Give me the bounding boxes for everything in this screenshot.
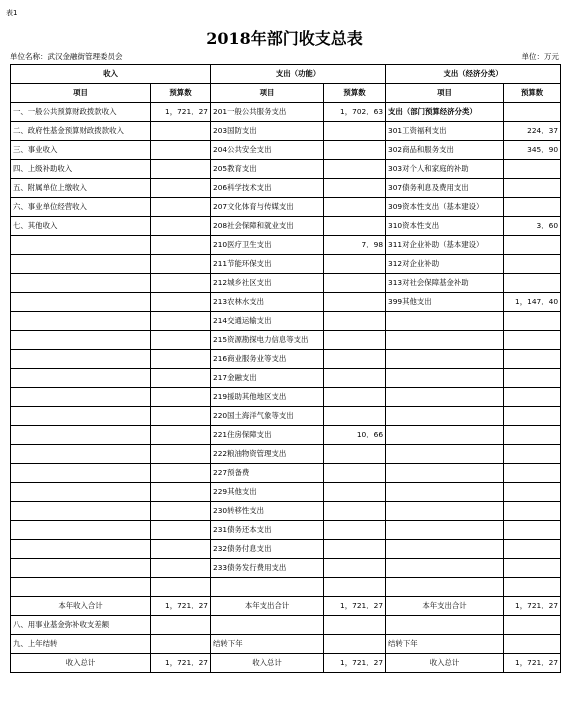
func-budget-cell (324, 141, 386, 160)
func-item-cell: 221住房保障支出 (211, 426, 324, 445)
income-item-cell (11, 407, 151, 426)
table-row (11, 293, 561, 312)
income-budget-cell (151, 274, 211, 293)
func-budget-cell (324, 274, 386, 293)
income-item-cell (11, 559, 151, 578)
econ-item-cell (386, 559, 504, 578)
income-item-cell: 七、其他收入 (11, 217, 151, 236)
func-budget-cell (324, 502, 386, 521)
econ-budget-cell (504, 635, 561, 654)
func-item-cell: 206科学技术支出 (211, 179, 324, 198)
income-budget-cell (151, 559, 211, 578)
func-item-header: 项目 (211, 84, 324, 103)
income-budget-cell (151, 464, 211, 483)
econ-budget-cell (504, 331, 561, 350)
econ-budget-cell (504, 255, 561, 274)
table-row (11, 407, 561, 426)
econ-budget-cell (504, 179, 561, 198)
income-item-cell: 四、上级补助收入 (11, 160, 151, 179)
func-budget-cell (324, 559, 386, 578)
income-budget-cell (151, 483, 211, 502)
econ-budget-cell: 1，721．27 (504, 597, 561, 616)
income-item-cell (11, 312, 151, 331)
totals-row (11, 597, 561, 616)
income-budget-header: 预算数 (151, 84, 211, 103)
income-item-cell (11, 521, 151, 540)
econ-budget-cell (504, 407, 561, 426)
func-budget-cell: 7．98 (324, 236, 386, 255)
econ-item-cell (386, 502, 504, 521)
income-budget-cell (151, 217, 211, 236)
func-item-cell: 结转下年 (211, 635, 324, 654)
budget-summary-table (10, 64, 561, 673)
table-row (11, 255, 561, 274)
table-row (11, 103, 561, 122)
econ-item-cell (386, 616, 504, 635)
table-row (11, 521, 561, 540)
func-budget-cell (324, 521, 386, 540)
table-row (11, 540, 561, 559)
func-budget-cell (324, 160, 386, 179)
income-budget-cell: 1，721．27 (151, 597, 211, 616)
econ-item-cell (386, 483, 504, 502)
income-budget-cell (151, 445, 211, 464)
econ-item-cell (386, 407, 504, 426)
econ-item-cell: 302商品和服务支出 (386, 141, 504, 160)
income-item-cell (11, 274, 151, 293)
func-budget-header: 预算数 (324, 84, 386, 103)
income-budget-cell: 1，721．27 (151, 103, 211, 122)
table-row (11, 578, 561, 597)
income-item-cell: 二、政府性基金预算财政拨款收入 (11, 122, 151, 141)
econ-budget-cell: 224．37 (504, 122, 561, 141)
income-budget-cell (151, 331, 211, 350)
page-title: 2018年部门收支总表 (206, 29, 363, 48)
func-item-cell: 204公共安全支出 (211, 141, 324, 160)
econ-budget-cell (504, 198, 561, 217)
func-budget-cell (324, 407, 386, 426)
income-item-cell (11, 369, 151, 388)
econ-item-cell: 结转下年 (386, 635, 504, 654)
func-item-cell: 收入总计 (211, 654, 324, 673)
income-budget-cell (151, 635, 211, 654)
income-budget-cell (151, 293, 211, 312)
table-row (11, 445, 561, 464)
func-budget-cell (324, 350, 386, 369)
income-budget-cell (151, 407, 211, 426)
econ-budget-cell (504, 312, 561, 331)
income-budget-cell (151, 122, 211, 141)
econ-budget-cell (504, 350, 561, 369)
income-budget-cell (151, 141, 211, 160)
econ-budget-cell (504, 578, 561, 597)
func-budget-cell (324, 312, 386, 331)
table-row (11, 388, 561, 407)
func-budget-cell: 1，702．63 (324, 103, 386, 122)
table-row (11, 464, 561, 483)
income-budget-cell (151, 502, 211, 521)
econ-item-cell: 本年支出合计 (386, 597, 504, 616)
func-item-cell: 233债务发行费用支出 (211, 559, 324, 578)
func-item-cell: 214交通运输支出 (211, 312, 324, 331)
econ-budget-cell: 345．90 (504, 141, 561, 160)
func-item-cell: 222粮油物资管理支出 (211, 445, 324, 464)
income-budget-cell (151, 540, 211, 559)
unit-label: 单位：万元 (521, 52, 559, 61)
econ-item-cell (386, 521, 504, 540)
func-item-cell (211, 616, 324, 635)
econ-budget-cell (504, 521, 561, 540)
income-budget-cell (151, 350, 211, 369)
table-row (11, 179, 561, 198)
income-budget-cell (151, 578, 211, 597)
func-item-cell: 213农林水支出 (211, 293, 324, 312)
income-item-cell (11, 388, 151, 407)
func-budget-cell: 1，721．27 (324, 597, 386, 616)
econ-item-cell: 303对个人和家庭的补助 (386, 160, 504, 179)
econ-budget-cell (504, 388, 561, 407)
func-budget-cell (324, 369, 386, 388)
income-budget-cell (151, 521, 211, 540)
econ-item-cell: 310资本性支出 (386, 217, 504, 236)
income-item-cell: 本年收入合计 (11, 597, 151, 616)
func-item-cell: 212城乡社区支出 (211, 274, 324, 293)
econ-item-cell (386, 464, 504, 483)
footer-row (11, 635, 561, 654)
table-row (11, 369, 561, 388)
econ-item-cell: 311对企业补助（基本建设） (386, 236, 504, 255)
econ-item-cell (386, 426, 504, 445)
table-row (11, 426, 561, 445)
func-budget-cell (324, 122, 386, 141)
income-budget-cell (151, 388, 211, 407)
func-item-cell: 219援助其他地区支出 (211, 388, 324, 407)
econ-item-header: 项目 (386, 84, 504, 103)
income-item-cell (11, 483, 151, 502)
income-budget-cell (151, 312, 211, 331)
income-item-cell (11, 293, 151, 312)
func-item-cell: 207文化体育与传媒支出 (211, 198, 324, 217)
func-item-cell: 229其他支出 (211, 483, 324, 502)
econ-item-cell: 支出（部门预算经济分类） (386, 103, 504, 122)
table-row (11, 502, 561, 521)
econ-budget-cell (504, 236, 561, 255)
func-item-cell: 217金融支出 (211, 369, 324, 388)
func-item-cell: 本年支出合计 (211, 597, 324, 616)
table-row (11, 350, 561, 369)
table-row (11, 217, 561, 236)
func-budget-cell (324, 217, 386, 236)
econ-item-cell (386, 540, 504, 559)
econ-budget-cell (504, 559, 561, 578)
func-budget-cell (324, 388, 386, 407)
income-item-cell: 三、事业收入 (11, 141, 151, 160)
func-budget-cell (324, 198, 386, 217)
func-item-cell: 230转移性支出 (211, 502, 324, 521)
table-row (11, 236, 561, 255)
table-row (11, 274, 561, 293)
expenditure-function-group-header: 支出（功能） (211, 65, 386, 84)
econ-budget-cell (504, 483, 561, 502)
econ-item-cell: 307债务利息及费用支出 (386, 179, 504, 198)
income-item-cell: 九、上年结转 (11, 635, 151, 654)
econ-item-cell (386, 369, 504, 388)
func-item-cell: 201一般公共服务支出 (211, 103, 324, 122)
func-item-cell: 203国防支出 (211, 122, 324, 141)
econ-budget-cell (504, 464, 561, 483)
income-item-cell (11, 445, 151, 464)
table-row (11, 331, 561, 350)
table-number-label: 表1 (6, 9, 18, 17)
func-item-cell: 215资源勘探电力信息等支出 (211, 331, 324, 350)
income-budget-cell (151, 179, 211, 198)
econ-item-cell (386, 331, 504, 350)
econ-budget-header: 预算数 (504, 84, 561, 103)
income-item-header: 项目 (11, 84, 151, 103)
income-item-cell (11, 540, 151, 559)
func-budget-cell (324, 540, 386, 559)
income-group-header: 收入 (11, 65, 211, 84)
func-item-cell: 211节能环保支出 (211, 255, 324, 274)
footer-row (11, 616, 561, 635)
func-budget-cell (324, 635, 386, 654)
income-item-cell (11, 426, 151, 445)
table-row (11, 312, 561, 331)
income-item-cell: 八、用事业基金弥补收支差额 (11, 616, 151, 635)
econ-item-cell: 399其他支出 (386, 293, 504, 312)
income-item-cell (11, 464, 151, 483)
func-budget-cell (324, 445, 386, 464)
func-budget-cell (324, 464, 386, 483)
func-budget-cell (324, 255, 386, 274)
econ-budget-cell: 1，721．27 (504, 654, 561, 673)
econ-budget-cell (504, 502, 561, 521)
header-row-groups (11, 65, 561, 84)
econ-item-cell (386, 312, 504, 331)
econ-item-cell: 301工资福利支出 (386, 122, 504, 141)
income-budget-cell (151, 160, 211, 179)
func-item-cell: 205教育支出 (211, 160, 324, 179)
econ-item-cell: 313对社会保障基金补助 (386, 274, 504, 293)
income-item-cell (11, 502, 151, 521)
income-budget-cell: 1，721．27 (151, 654, 211, 673)
econ-budget-cell (504, 160, 561, 179)
econ-budget-cell: 1，147．40 (504, 293, 561, 312)
func-budget-cell (324, 483, 386, 502)
income-budget-cell (151, 616, 211, 635)
income-budget-cell (151, 198, 211, 217)
income-item-cell (11, 255, 151, 274)
income-item-cell (11, 331, 151, 350)
table-row (11, 122, 561, 141)
func-budget-cell: 10．66 (324, 426, 386, 445)
func-budget-cell (324, 331, 386, 350)
header-row-columns (11, 84, 561, 103)
econ-item-cell (386, 350, 504, 369)
func-item-cell: 220国土海洋气象等支出 (211, 407, 324, 426)
econ-budget-cell (504, 369, 561, 388)
func-item-cell (211, 578, 324, 597)
grand-total-row (11, 654, 561, 673)
econ-budget-cell (504, 274, 561, 293)
func-item-cell: 227预备费 (211, 464, 324, 483)
func-budget-cell (324, 293, 386, 312)
func-item-cell: 210医疗卫生支出 (211, 236, 324, 255)
income-budget-cell (151, 255, 211, 274)
income-item-cell (11, 578, 151, 597)
income-item-cell: 六、事业单位经营收入 (11, 198, 151, 217)
econ-budget-cell (504, 103, 561, 122)
table-row (11, 141, 561, 160)
func-item-cell: 216商业服务业等支出 (211, 350, 324, 369)
expenditure-economic-group-header: 支出（经济分类） (386, 65, 561, 84)
econ-item-cell (386, 578, 504, 597)
income-item-cell (11, 350, 151, 369)
income-budget-cell (151, 426, 211, 445)
econ-budget-cell (504, 616, 561, 635)
income-item-cell: 一、一般公共预算财政拨款收入 (11, 103, 151, 122)
table-row (11, 198, 561, 217)
func-item-cell: 208社会保障和就业支出 (211, 217, 324, 236)
econ-item-cell: 收入总计 (386, 654, 504, 673)
income-budget-cell (151, 236, 211, 255)
table-row (11, 559, 561, 578)
econ-item-cell (386, 445, 504, 464)
income-budget-cell (151, 369, 211, 388)
income-item-cell: 五、附属单位上缴收入 (11, 179, 151, 198)
econ-budget-cell: 3．60 (504, 217, 561, 236)
func-budget-cell (324, 179, 386, 198)
table-row (11, 483, 561, 502)
econ-item-cell (386, 388, 504, 407)
func-budget-cell: 1，721．27 (324, 654, 386, 673)
table-row (11, 160, 561, 179)
econ-budget-cell (504, 540, 561, 559)
func-budget-cell (324, 578, 386, 597)
income-item-cell (11, 236, 151, 255)
func-item-cell: 231债务还本支出 (211, 521, 324, 540)
econ-budget-cell (504, 426, 561, 445)
income-item-cell: 收入总计 (11, 654, 151, 673)
func-item-cell: 232债务付息支出 (211, 540, 324, 559)
unit-name-label: 单位名称：武汉金融街管理委员会 (10, 52, 123, 61)
func-budget-cell (324, 616, 386, 635)
econ-item-cell: 309资本性支出（基本建设） (386, 198, 504, 217)
econ-budget-cell (504, 445, 561, 464)
econ-item-cell: 312对企业补助 (386, 255, 504, 274)
